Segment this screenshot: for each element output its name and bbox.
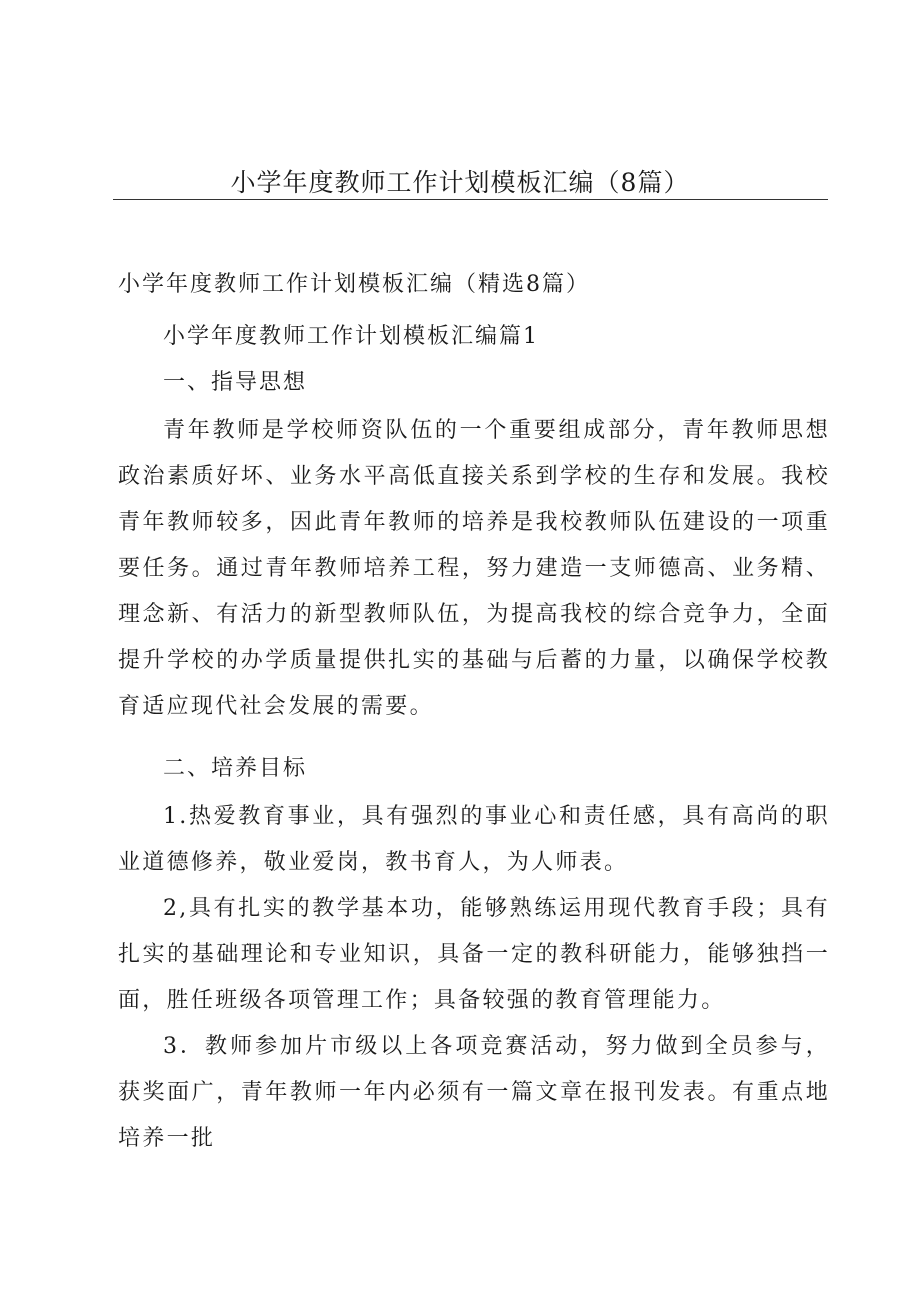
document-subtitle: 小学年度教师工作计划模板汇编（精选8篇）: [118, 272, 590, 297]
goal-item-2: 2,具有扎实的教学基本功，能够熟练运用现代教育手段；具有扎实的基础理论和专业知识，具备一定的教科研能力，能够独挡一面，胜任班级各项管理工作；具备较强的教育管理能力。: [118, 896, 830, 1013]
goal-item-1: 1.热爱教育事业，具有强烈的事业心和责任感，具有高尚的职业道德修养，敬业爱岗，教书育人，为人师表。: [118, 804, 830, 875]
section-heading: 小学年度教师工作计划模板汇编篇1: [163, 324, 539, 349]
goal-item-3: 3．教师参加片市级以上各项竞赛活动，努力做到全员参与，获奖面广，青年教师一年内必须有一篇文章在报刊发表。有重点地培养一批: [118, 1034, 830, 1151]
heading-guiding-ideology: 一、指导思想: [163, 370, 308, 395]
paragraph-guiding-ideology: 青年教师是学校师资队伍的一个重要组成部分，青年教师思想政治素质好坏、业务水平高低直接关系到学校的生存和发展。我校青年教师较多，因此青年教师的培养是我校教师队伍建设的一项重要任务。通过青年教师培养工程，努力建造一支师德高、业务精、理念新、有活力的新型教师队伍，为提高我校的综合竞争力，全面提升学校的办学质量提供扎实的基础与后蓄的力量，以确保学校教育适应现代社会发展的需要。: [118, 418, 830, 719]
document-title: 小学年度教师工作计划模板汇编（8篇）: [230, 168, 690, 197]
title-underline: [113, 199, 828, 200]
heading-training-goals: 二、培养目标: [163, 756, 308, 781]
